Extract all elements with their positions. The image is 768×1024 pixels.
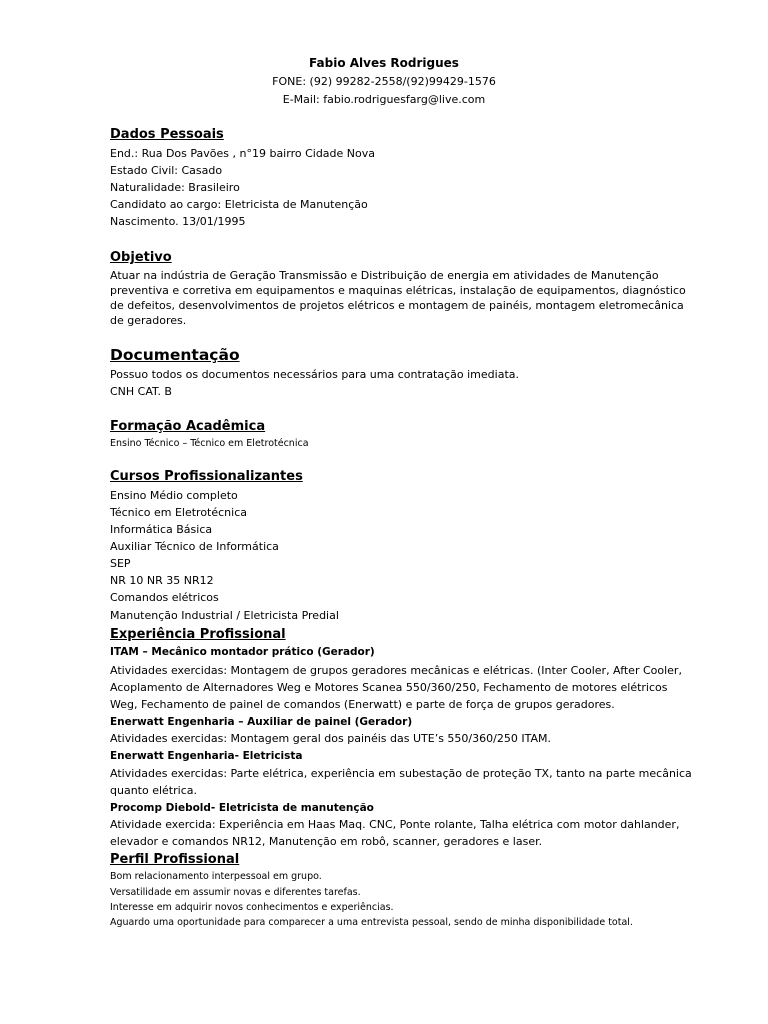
course-item: NR 10 NR 35 NR12: [110, 574, 214, 587]
candidate-name: Fabio Alves Rodrigues: [309, 56, 459, 70]
section-title-formacao: Formação Acadêmica: [110, 419, 266, 434]
section-title-dados-pessoais: Dados Pessoais: [110, 127, 224, 142]
section-title-experiencia: Experiência Profissional: [110, 627, 286, 642]
phone-line: FONE: (92) 99282-2558/(92)99429-1576: [272, 75, 496, 88]
job-description-line: Acoplamento de Alternadores Weg e Motores Scanea 550/360/250, Fechamento de motores elétricos: [110, 681, 668, 694]
course-item: Auxiliar Técnico de Informática: [110, 540, 279, 553]
objective-text-line: de geradores.: [110, 314, 187, 327]
course-item: Manutenção Industrial / Eletricista Predial: [110, 609, 339, 622]
driver-license-line: CNH CAT. B: [110, 385, 172, 398]
profile-line: Aguardo uma oportunidade para comparecer a uma entrevista pessoal, sendo de minha disponibilidade total.: [110, 917, 633, 928]
course-item: Ensino Médio completo: [110, 489, 238, 502]
course-item: Técnico em Eletrotécnica: [110, 506, 247, 519]
civil-status-line: Estado Civil: Casado: [110, 164, 223, 177]
job-description-line: elevador e comandos NR12, Manutenção em robô, scanner, geradores e laser.: [110, 835, 543, 848]
documents-text-line: Possuo todos os documentos necessários para uma contratação imediata.: [110, 368, 519, 381]
profile-line: Versatilidade em assumir novas e diferentes tarefas.: [110, 887, 361, 898]
section-title-objetivo: Objetivo: [110, 250, 172, 265]
education-line: Ensino Técnico – Técnico em Eletrotécnica: [110, 438, 309, 449]
job-title: Enerwatt Engenharia- Eletricista: [110, 750, 303, 762]
course-item: SEP: [110, 557, 131, 570]
section-title-documentacao: Documentação: [110, 346, 240, 364]
profile-line: Interesse em adquirir novos conhecimentos e experiências.: [110, 902, 394, 913]
course-item: Comandos elétricos: [110, 591, 219, 604]
objective-text-line: preventiva e corretiva em equipamentos e maquinas elétricas, instalação de equipamentos, diagnóstico: [110, 284, 686, 297]
objective-text-line: Atuar na indústria de Geração Transmissão e Distribuição de energia em atividades de Manutenção: [110, 269, 659, 282]
job-description-line: Weg, Fechamento de painel de comandos (Enerwatt) e parte de força de grupos geradores.: [110, 698, 615, 711]
objective-text-line: de defeitos, desenvolvimentos de projetos elétricos e montagem de painéis, montagem eletromecânica: [110, 299, 684, 312]
address-line: End.: Rua Dos Pavões , n°19 bairro Cidade Nova: [110, 147, 375, 160]
job-description-line: Atividade exercida: Experiência em Haas Maq. CNC, Ponte rolante, Talha elétrica com motor dahlander,: [110, 818, 680, 831]
job-title: Procomp Diebold- Eletricista de manutenção: [110, 802, 374, 814]
job-title: ITAM – Mecânico montador prático (Gerador): [110, 646, 375, 658]
section-title-cursos: Cursos Profissionalizantes: [110, 469, 303, 484]
email-line: E-Mail: fabio.rodriguesfarg@live.com: [282, 93, 486, 106]
nationality-line: Naturalidade: Brasileiro: [110, 181, 240, 194]
profile-line: Bom relacionamento interpessoal em grupo.: [110, 871, 322, 882]
course-item: Informática Básica: [110, 523, 213, 536]
job-title: Enerwatt Engenharia – Auxiliar de painel (Gerador): [110, 716, 413, 728]
candidate-position-line: Candidato ao cargo: Eletricista de Manutenção: [110, 198, 368, 211]
job-description-line: quanto elétrica.: [110, 784, 197, 797]
job-description-line: Atividades exercidas: Montagem geral dos painéis das UTE’s 550/360/250 ITAM.: [110, 732, 551, 745]
section-title-perfil: Perfil Profissional: [110, 852, 240, 867]
job-description-line: Atividades exercidas: Parte elétrica, experiência em subestação de proteção TX, tanto na parte mecânica: [110, 767, 692, 780]
job-description-line: Atividades exercidas: Montagem de grupos geradores mecânicas e elétricas. (Inter Cooler, After Cooler,: [110, 664, 682, 677]
birth-date-line: Nascimento. 13/01/1995: [110, 215, 246, 228]
